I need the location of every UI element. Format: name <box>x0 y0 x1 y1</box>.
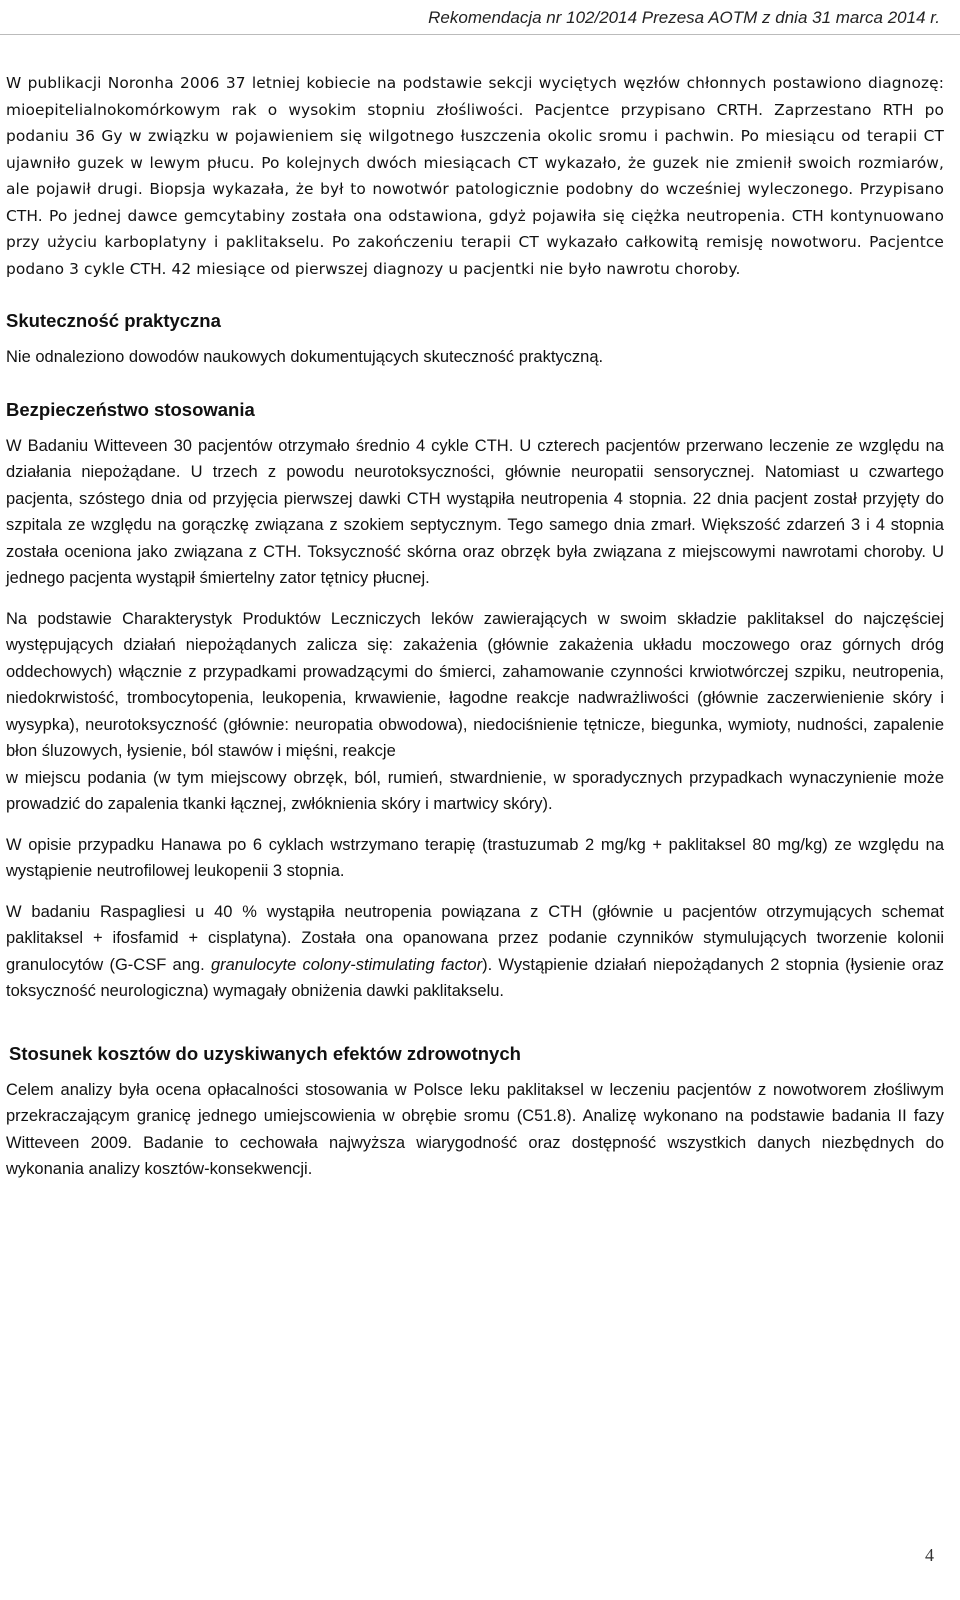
bezpieczenstwo-paragraph-1: W Badaniu Witteveen 30 pacjentów otrzymało średnio 4 cykle CTH. U czterech pacjentów przerwano leczenie ze względu na działania niepożądane. U trzech z powodu neurotoksyczności, głównie neuropatii sensorycznej. Natomiast u czwartego pacjenta, szóstego dnia od przyjęcia pierwszej dawki CTH wystąpiła neutropenia 4 stopnia. 22 dnia pacjent został przyjęty do szpitala ze względu na gorączkę związana z szokiem septycznym. Tego samego dnia zmarł. Większość zdarzeń 3 i 4 stopnia została oceniona jako związana z CTH. Toksyczność skórna oraz obrzęk była związana z miejscowymi nawrotami choroby. U jednego pacjenta wystąpił śmiertelny zator tętnicy płucnej. <box>6 436 944 587</box>
section-heading-bezpieczenstwo: Bezpieczeństwo stosowania <box>6 398 255 420</box>
case-report-paragraph: W publikacji Noronha 2006 37 letniej kobiecie na podstawie sekcji wyciętych węzłów chłonnych postawiono diagnozę: mioepitelialnokomórkowym rak o wysokim stopniu złośliwości. Pacjentce przypisano CRTH. Zaprzestano RTH po podaniu 36 Gy w związku w pojawieniem się wilgotnego łuszczenia okolic sromu i pachwin. Po miesiącu od terapii CT ujawniło guzek w lewym płucu. Po kolejnych dwóch miesiącach CT wykazało, że guzek nie zmienił swoich rozmiarów, ale pojawił drugi. Biopsja wykazała, że był to nowotwór patologicznie podobny do wcześniej wyleczonego. Przypisano CTH. Po jednej dawce gemcytabiny została ona odstawiona, gdyż pojawiła się ciężka neutropenia. CTH kontynuowano przy użyciu karboplatyny i paklitakselu. Po zakończeniu terapii CT wykazało całkowitą remisję nowotworu. Pacjentce podano 3 cykle CTH. 42 miesiące od pierwszej diagnozy u pacjentki nie było nawrotu choroby. <box>6 74 944 278</box>
document-content <box>6 70 944 1183</box>
bezpieczenstwo-paragraph-2a: Na podstawie Charakterystyk Produktów Leczniczych leków zawierających w swoim składzie paklitaksel do najczęściej występujących działań niepożądanych zalicza się: zakażenia (głównie zakażenia układu moczowego oraz górnych dróg oddechowych) włącznie z przypadkami prowadzącymi do śmierci, zahamowanie czynności krwiotwórczej szpiku, neutropenia, niedokrwistość, trombocytopenia, leukopenia, krwawienie, łagodne reakcje nadwrażliwości (głównie zaczerwienienie skóry i wysypka), neurotoksyczność (głównie: neuropatia obwodowa), niedociśnienie tętnicze, biegunka, wymioty, nudności, zapalenie błon śluzowych, łysienie, ból stawów i mięśni, reakcje <box>6 609 944 760</box>
section-heading-skutecznosc: Skuteczność praktyczna <box>6 310 221 331</box>
p4-text-before: W badaniu Raspagliesi u 40 % wystąpiła neutropenia powiązana z CTH (głównie u pacjentów otrzymujących schemat paklitaksel + ifosfamid + cisplatyna). Została ona opanowana przez podanie czynników stymulujących tworzenie kolonii granulocytów (G-CSF ang. <box>6 902 944 974</box>
bezpieczenstwo-paragraph-2b: w miejscu podania (w tym miejscowy obrzęk, ból, rumień, stwardnienie, w sporadycznych przypadkach wynaczynienie może prowadzić do zapalenia tkanki łącznej, zwłóknienia skóry i martwicy skóry). <box>6 768 944 813</box>
bezpieczenstwo-paragraph-3: W opisie przypadku Hanawa po 6 cyklach wstrzymano terapię (trastuzumab 2 mg/kg + paklitaksel 80 mg/kg) ze względu na wystąpienie neutrofilowej leukopenii 3 stopnia. <box>6 835 944 880</box>
page-number: 4 <box>925 1545 934 1565</box>
p4-italic-term: granulocyte colony-stimulating factor <box>210 955 483 974</box>
stosunek-paragraph: Celem analizy była ocena opłacalności stosowania w Polsce leku paklitaksel w leczeniu pacjentów z nowotworem złośliwym przekraczającym granicę jednego umiejscowienia w obrębie sromu (C51.8). Analizę wykonano na podstawie badania II fazy Witteveen 2009. Badanie to cechowała najwyższa wiarygodność oraz dostępność wszystkich danych niezbędnych do wykonania analizy kosztów-konsekwencji. <box>6 1080 944 1178</box>
section-heading-stosunek: Stosunek kosztów do uzyskiwanych efektów zdrowotnych <box>9 1042 521 1064</box>
running-header: Rekomendacja nr 102/2014 Prezesa AOTM z dnia 31 marca 2014 r. <box>428 8 940 27</box>
skutecznosc-paragraph: Nie odnaleziono dowodów naukowych dokumentujących skuteczność praktyczną. <box>6 348 604 366</box>
bezpieczenstwo-paragraph-4 <box>6 899 944 1005</box>
p4-text-after: ). Wystąpienie działań niepożądanych 2 stopnia (łysienie oraz toksyczność neurologiczna) wymagały obniżenia dawki paklitakselu. <box>6 955 944 1000</box>
header-divider <box>0 34 960 35</box>
